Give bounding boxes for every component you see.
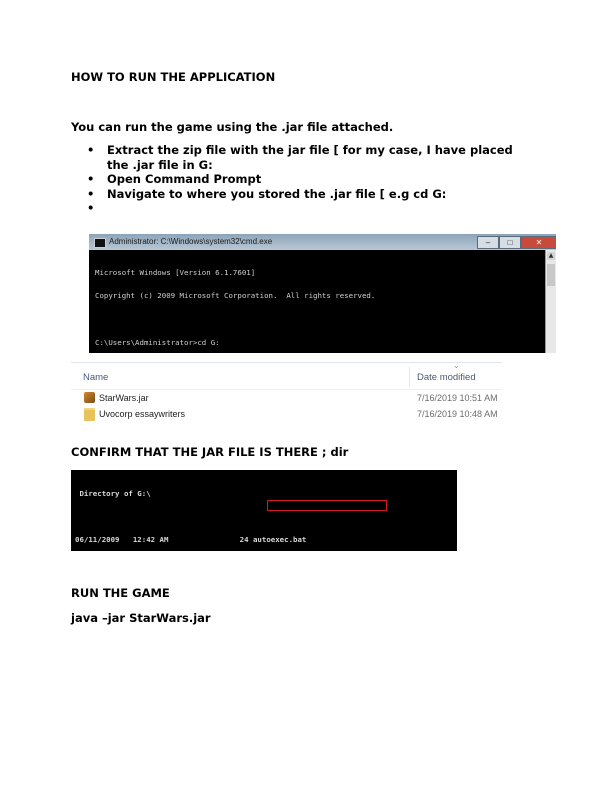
jar-icon: [84, 392, 95, 403]
heading-confirm-jar: CONFIRM THAT THE JAR FILE IS THERE ; dir: [71, 445, 349, 459]
step-extract: • Extract the zip file with the jar file [ for my case, I have placed the .jar file in G:: [71, 143, 521, 172]
heading-run-game: RUN THE GAME: [71, 586, 170, 600]
cmd-line: [95, 315, 535, 323]
sort-chevron-icon: ⌄: [453, 361, 460, 370]
dir-line: [75, 513, 455, 521]
close-icon: ✕: [521, 236, 556, 249]
heading-how-to-run: HOW TO RUN THE APPLICATION: [71, 70, 276, 84]
folder-icon: [84, 408, 95, 421]
file-explorer-screenshot: [71, 362, 502, 435]
file-date: 7/16/2019 10:51 AM: [417, 393, 498, 403]
cmd-titlebar: [89, 234, 556, 250]
file-name: Uvocorp essaywriters: [99, 409, 186, 419]
column-date-modified: Date modified: [417, 372, 476, 383]
cmd-output: [95, 253, 535, 353]
file-row: [71, 391, 502, 406]
column-name: Name: [83, 372, 109, 383]
dir-line: 06/11/2009 12:42 AM 24 autoexec.bat: [75, 534, 307, 544]
file-date: 7/16/2019 10:48 AM: [417, 409, 498, 419]
scroll-thumb: [547, 264, 555, 286]
run-command: java –jar StarWars.jar: [71, 611, 211, 625]
step-open-cmd: • Open Command Prompt: [71, 172, 521, 187]
file-name: StarWars.jar: [99, 393, 149, 403]
cmd-line: C:\Users\Administrator>cd G:: [95, 337, 220, 347]
minimize-icon: –: [477, 236, 499, 249]
cmd-app-icon: [94, 238, 106, 248]
jar-highlight-box: [267, 500, 387, 511]
column-divider: [409, 367, 410, 387]
intro-text: You can run the game using the .jar file attached.: [71, 120, 394, 134]
file-row: [71, 407, 502, 422]
explorer-header: [71, 363, 502, 390]
cmd-line: Copyright (c) 2009 Microsoft Corporation. All rights reserved.: [95, 290, 376, 300]
dir-line: Directory of G:\: [75, 489, 151, 499]
maximize-icon: □: [499, 236, 521, 249]
dir-output: [75, 475, 455, 551]
step-empty: [71, 201, 521, 216]
cmd-scrollbar: [545, 250, 556, 353]
cmd-title: Administrator: C:\Windows\system32\cmd.exe: [109, 237, 273, 246]
dir-output-screenshot: [71, 470, 457, 551]
step-navigate: • Navigate to where you stored the .jar file [ e.g cd G:: [71, 187, 521, 202]
scroll-up-icon: ▲: [548, 252, 554, 259]
cmd-window-screenshot: [89, 234, 556, 353]
cmd-line: Microsoft Windows [Version 6.1.7601]: [95, 267, 256, 277]
steps-list: [71, 143, 521, 216]
